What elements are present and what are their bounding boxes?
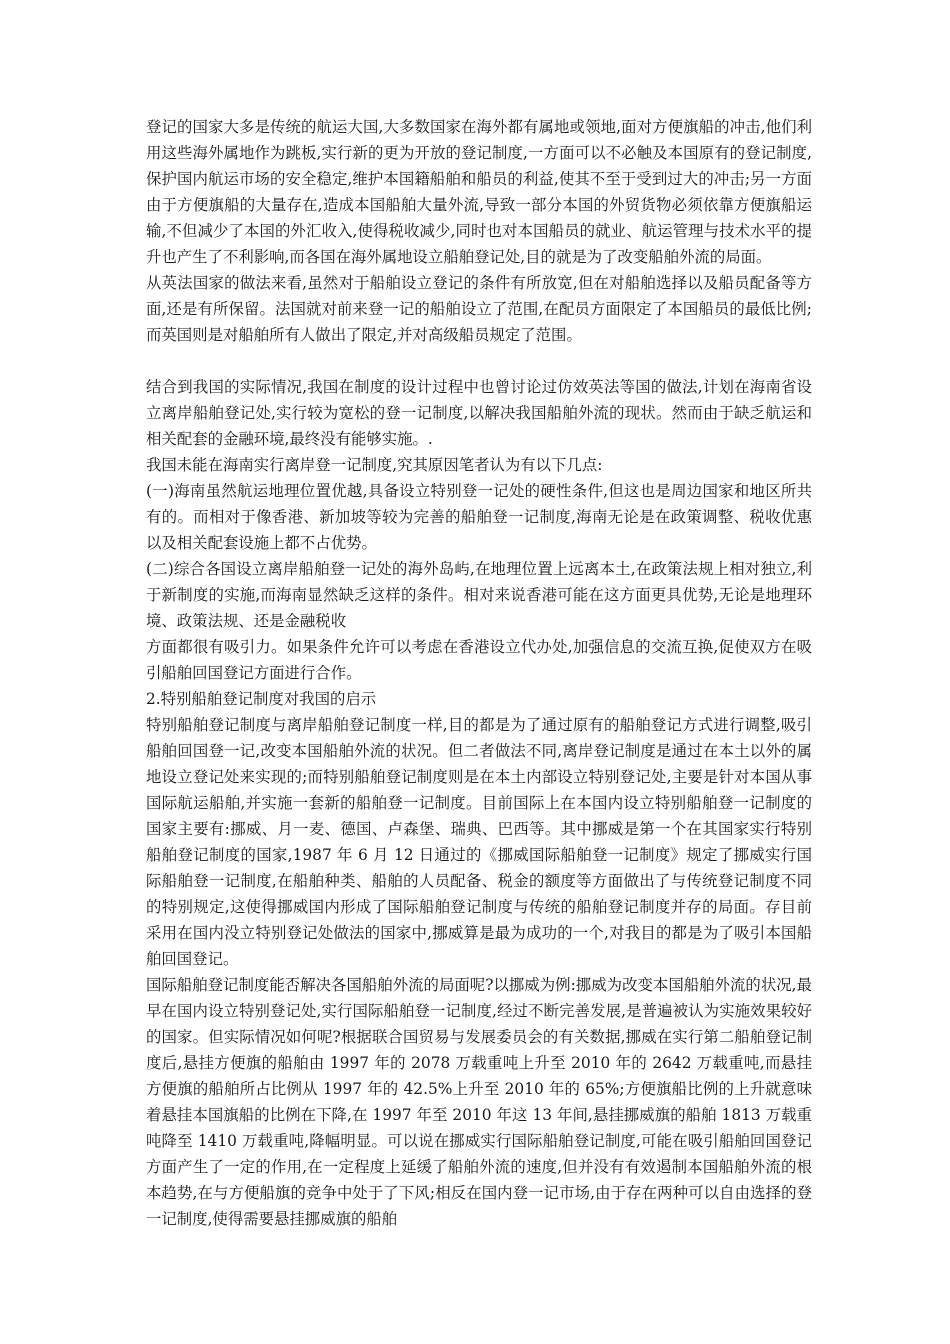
paragraph-china-situation: 结合到我国的实际情况,我国在制度的设计过程中也曾讨论过仿效英法等国的做法,计划在海南省设立离岸船舶登记处,实行较为宽松的登一记制度,以解决我国船舶外流的现状。然而由于缺乏航运和相关配套的金融环境,最终没有能够实施。. (146, 378, 812, 448)
paragraph-overseas-registries: 登记的国家大多是传统的航运大国,大多数国家在海外都有属地或领地,面对方便旗船的冲击,他们利用这些海外属地作为跳板,实行新的更为开放的登记制度,一方面可以不必触及本国原有的登记制度,保护国内航运市场的安全稳定,维护本国籍船舶和船员的利益,使其不至于受到过大的冲击;另一方面由于方便旗船的大量存在,造成本国船舶大量外流,导致一部分本国的外贸货物必须依靠方便旗船运输,不但减少了本国的外汇收入,使得税收减少,同时也对本国船员的就业、航运管理与技术水平的提升也产生了不利影响,而各国在海外属地设立船舶登记处,目的就是为了改变船舶外流的局面。 (146, 118, 812, 266)
paragraph-reason-two-continued: 方面都很有吸引力。如果条件允许可以考虑在香港设立代办处,加强信息的交流互换,促使双方在吸引船舶回国登记方面进行合作。 (146, 638, 812, 682)
section-heading: 2.特别船舶登记制度对我国的启示 (146, 690, 377, 708)
paragraph-reason-two: (二)综合各国设立离岸船舶登一记处的海外岛屿,在地理位置上远离本土,在政策法规上相对独立,利于新制度的实施,而海南显然缺乏这样的条件。相对来说香港可能在这方面更具优势,无论是地理环境、政策法规、还是金融税收 (146, 560, 812, 630)
paragraph-norway-example: 国际船舶登记制度能否解决各国船舶外流的局面呢?以挪威为例:挪威为改变本国船舶外流的状况,最早在国内设立特别登记处,实行国际船舶登一记制度,经过不断完善发展,是普遍被认为实施效果较好的国家。但实际情况如何呢?根据联合国贸易与发展委员会的有关数据,挪威在实行第二船舶登记制度后,悬挂方便旗的船舶由 1997 年的 2078 万载重吨上升至 2010 年的 2642 万载重吨,而悬挂方便旗的船舶所占比例从 1997 年的 42.5%上升至 2010 年的 65%;方便旗船比例的上升就意味着悬挂本国旗船的比例在下降,在 1997 年至 2010 年这 13 年间,悬挂挪威旗的船舶 1813 万载重吨降至 1410 万载重吨,降幅明显。可以说在挪威实行国际船舶登记制度,可能在吸引船舶回国登记方面产生了一定的作用,在一定程度上延缓了船舶外流的速度,但并没有有效遏制本国船舶外流的根本趋势,在与方便船旗的竞争中处于了下风;相反在国内登一记市场,由于存在两种可以自由选择的登一记制度,使得需要悬挂挪威旗的船舶 (146, 976, 812, 1228)
paragraph-reason-one: (一)海南虽然航运地理位置优越,具备设立特别登一记处的硬性条件,但这也是周边国家和地区所共有的。而相对于像香港、新加坡等较为完善的船舶登一记制度,海南无论是在政策调整、税收优惠以及相关配套设施上都不占优势。 (146, 482, 812, 552)
paragraph-uk-france-practice: 从英法国家的做法来看,虽然对于船舶设立登记的条件有所放宽,但在对船舶选择以及船员配备等方面,还是有所保留。法国就对前来登一记的船舶设立了范围,在配员方面限定了本国船员的最低比例;而英国则是对船舶所有人做出了限定,并对高级船员规定了范围。 (146, 274, 812, 344)
paragraph-special-registry: 特别船舶登记制度与离岸船舶登记制度一样,目的都是为了通过原有的船舶登记方式进行调整,吸引船舶回国登一记,改变本国船舶外流的状况。但二者做法不同,离岸登记制度是通过在本土以外的属地设立登记处来实现的;而特别船舶登记制度则是在本土内部设立特别登记处,主要是针对本国从事国际航运船舶,并实施一套新的船舶登一记制度。目前国际上在本国内设立特别船舶登一记制度的国家主要有:挪威、月一麦、德国、卢森堡、瑞典、巴西等。其中挪威是第一个在其国家实行特别船舶登记制度的国家,1987 年 6 月 12 日通过的《挪威国际船舶登一记制度》规定了挪威实行国际船舶登一记制度,在船舶种类、船舶的人员配备、税金的额度等方面做出了与传统登记制度不同的特别规定,这使得挪威国内形成了国际船舶登记制度与传统的船舶登记制度并存的局面。存目前采用在国内没立特别登记处做法的国家中,挪威算是最为成功的一个,对我目的都是为了吸引本国船舶回国登记。 (146, 716, 812, 968)
paragraph-reasons-intro: 我国未能在海南实行离岸登一记制度,究其原因笔者认为有以下几点: (146, 456, 603, 474)
document-body (146, 114, 812, 1232)
paragraph-gap (146, 348, 812, 374)
